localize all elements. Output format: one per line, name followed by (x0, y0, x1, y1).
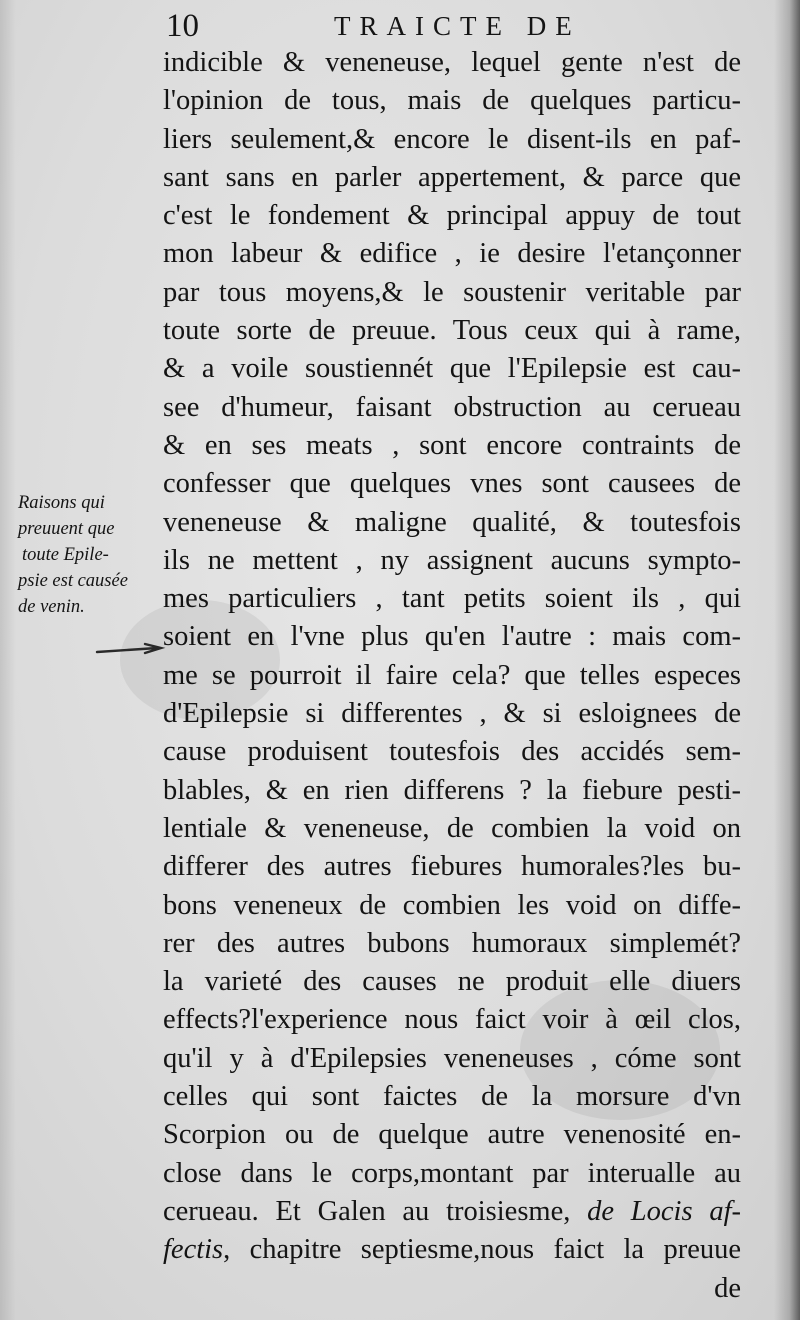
margin-note-line: psie est causée (18, 571, 128, 591)
text-line: Scorpion ou de quelque autre venenosité en- (163, 1119, 741, 1151)
text-line: l'opinion de tous, mais de quelques particu- (163, 85, 741, 117)
text-line: rer des autres bubons humoraux simplemét? (163, 927, 741, 959)
text-line: me se pourroit il faire cela? que telles especes (163, 659, 741, 691)
page-header (158, 4, 738, 44)
text-line: indicible & veneneuse, lequel gente n'est de (163, 47, 741, 78)
text-line: mes particuliers , tant petits soient ils , qui (163, 583, 741, 615)
text-line: & a voile soustiennét que l'Epilepsie est cau- (163, 353, 741, 385)
text-line: ils ne mettent , ny assignent aucuns sympto- (163, 544, 741, 576)
text-line: bons veneneux de combien les void on diffe- (163, 889, 741, 921)
page-number: 10 (166, 8, 199, 44)
page-gutter-shadow (0, 0, 16, 1320)
text-line: cerueau. Et Galen au troisiesme, de Locis af- (163, 1195, 741, 1227)
italic-title: de Locis af- (587, 1195, 741, 1227)
text-line: la varieté des causes ne produit elle diuers (163, 966, 741, 998)
text-line: see d'humeur, faisant obstruction au cerueau (163, 391, 741, 423)
text-line: effects?l'experience nous faict voir à œil clos, (163, 1004, 741, 1036)
text-line: toute sorte de preuue. Tous ceux qui à rame, (163, 315, 741, 347)
text-line: par tous moyens,& le soustenir veritable par (163, 276, 741, 308)
text-line: sant sans en parler appertement, & parce que (163, 161, 741, 193)
margin-note (18, 490, 168, 620)
text-line: mon labeur & edifice , ie desire l'etançonner (163, 238, 741, 270)
text-line: soient en l'vne plus qu'en l'autre : mais com- (163, 621, 741, 653)
text-line: cause produisent toutesfois des accidés sem- (163, 736, 741, 768)
running-head: TRAICTE DE (334, 11, 581, 41)
text-line: c'est le fondement & principal appuy de tout (163, 200, 741, 232)
text-line: confesser que quelques vnes sont causees de (163, 468, 741, 500)
page-edge-shadow (774, 0, 800, 1320)
text-line: & en ses meats , sont encore contraints de (163, 429, 741, 461)
margin-note-line: Raisons qui (18, 493, 105, 513)
text-line: fectis, chapitre septiesme,nous faict la preuue (163, 1234, 741, 1266)
text-line: celles qui sont faictes de la morsure d'vn (163, 1081, 741, 1113)
text-line: differer des autres fiebures humorales?les bu- (163, 851, 741, 883)
margin-note-line: de venin. (18, 597, 85, 617)
text-line: d'Epilepsie si differentes , & si esloignees de (163, 698, 741, 730)
text-line: blables, & en rien differens ? la fiebure pesti- (163, 774, 741, 806)
text-line: lentiale & veneneuse, de combien la void on (163, 812, 741, 844)
margin-note-line: preuuent que (18, 519, 115, 539)
body-text (163, 44, 741, 1308)
text-line: liers seulement,& encore le disent-ils en paf- (163, 123, 741, 155)
text-line: close dans le corps,montant par interualle au (163, 1157, 741, 1189)
italic-title: fectis (163, 1234, 224, 1266)
text-line: qu'il y à d'Epilepsies veneneuses , cóme sont (163, 1042, 741, 1074)
margin-note-line: toute Epile- (22, 545, 109, 565)
manicule-pointer-mark (95, 640, 175, 660)
catchword: de (714, 1272, 741, 1304)
text-line: veneneuse & maligne qualité, & toutesfois (163, 506, 741, 538)
